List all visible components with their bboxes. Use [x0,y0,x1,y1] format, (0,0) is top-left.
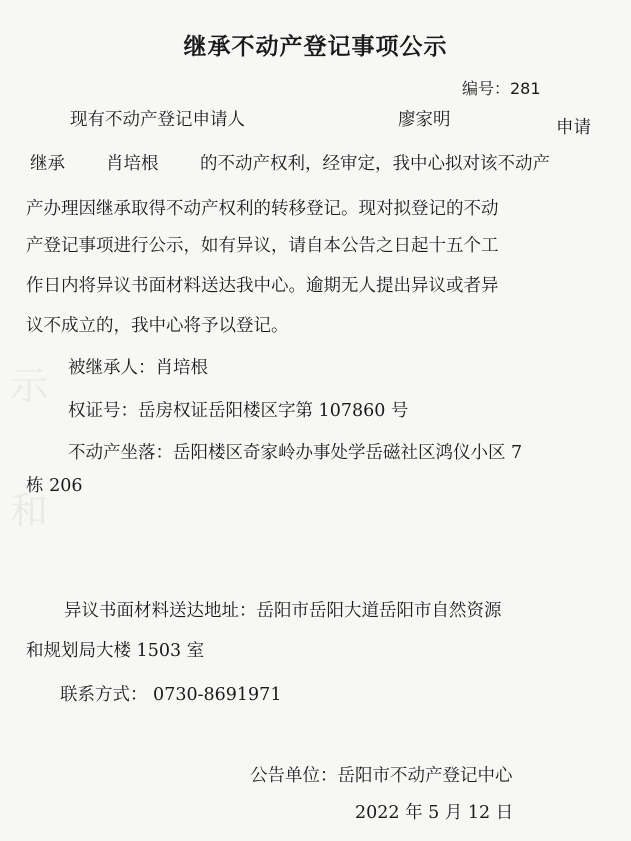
intro-lead: 现有不动产登记申请人 [70,110,245,130]
decedent-line: 被继承人：肖培根 [68,358,208,378]
document-number: 编号：281 [462,79,541,98]
issuer-line: 公告单位：岳阳市不动产登记中心 [250,766,513,786]
intro-line2: 的不动产权利，经审定，我中心拟对该不动产 [200,154,550,174]
location-line1: 不动产坐落：岳阳楼区奇家岭办事处学岳磁社区鸿仪小区 7 [68,443,523,463]
date-line: 2022 年 5 月 12 日 [355,803,514,823]
location-line2: 栋 206 [26,476,83,496]
bleed-through-mark: 和 [10,489,49,533]
page-title: 继承不动产登记事项公示 [183,34,448,60]
certificate-line: 权证号：岳房权证岳阳楼区字第 107860 号 [68,401,409,421]
address-line2: 和规划局大楼 1503 室 [26,641,205,661]
intro-line3: 产办理因继承取得不动产权利的转移登记。现对拟登记的不动 [26,199,499,219]
inherit-word: 继承 [30,154,65,174]
address-line1: 异议书面材料送达地址：岳阳市岳阳大道岳阳市自然资源 [64,601,502,621]
decedent-name: 肖培根 [106,154,159,174]
applicant-name: 廖家明 [398,110,451,130]
bleed-through-mark: 示 [10,364,49,408]
intro-line6: 议不成立的，我中心将予以登记。 [26,316,289,336]
apply-word: 申请 [556,118,591,138]
contact-line: 联系方式： 0730-8691971 [60,685,282,705]
intro-line4: 产登记事项进行公示，如有异议，请自本公告之日起十五个工 [26,236,499,256]
intro-line5: 作日内将异议书面材料送达我中心。逾期无人提出异议或者异 [26,276,499,296]
